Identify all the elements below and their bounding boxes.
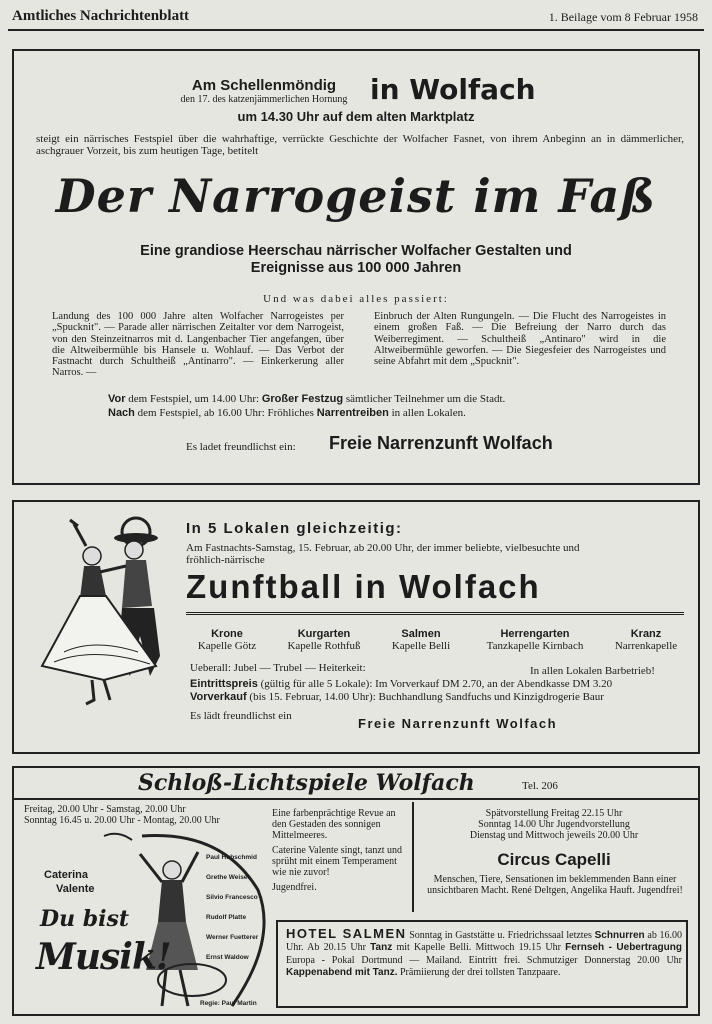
program-column-left: Landung des 100 000 Jahre alten Wolfacher Narrogeistes per „Spucknit". — Parade aller närrischen Zeitalter vor dem Narrogeist, von den Steinzeitnarros mit d. Langenbacher Tier angefangen, über die Altweibermühle bis Hansele u. Wohlauf. — Das Verbot der Fastnacht durch Schultheiß „Antinarro". — Einkerkerung aller Narros. — [52,311,344,379]
issue-date: 1. Beilage vom 8 Februar 1958 [548,10,698,24]
venue-kurgarten: Kurgarten Kapelle Rothfuß [287,628,361,652]
zunftball-host: Freie Narrenzunft Wolfach [358,716,558,731]
festspiel-subtitle-1: Eine grandiose Heerschau närrischer Wolfacher Gestalten und [140,243,572,259]
cinema-tel: Tel. 206 [522,780,558,792]
vor-line: Vor dem Festspiel, um 14.00 Uhr: Großer Festzug sämtlicher Teilnehmer um die Stadt. [108,393,506,405]
festspiel-host: Freie Narrenzunft Wolfach [329,433,553,453]
everywhere-line: Ueberall: Jubel — Trubel — Heiterkeit: [190,662,366,674]
poster-credit: Regie: Paul Martin [200,1000,257,1007]
festspiel-subtitle-2: Ereignisse aus 100 000 Jahren [250,260,462,276]
movie-description: Eine farbenprächtige Revue an den Gestaden des sonnigen Mittelmeeres. Caterine Valente singt, tanzt und sprüht mit einem Temperament wie nie zuvor! Jugendfrei. [272,808,403,893]
zunftball-intro: Am Fastnachts-Samstag, 15. Februar, ab 20.00 Uhr, der immer beliebte, vielbesuchte und fröhlich-närrische [186,542,580,566]
schellenmoendig-heading: Am Schellenmöndig [191,77,337,94]
presale-line: Vorverkauf (bis 15. Februar, 14.00 Uhr): Buchhandlung Sandfuchs und Kinzigdrogerie Baur [190,691,604,703]
cinema-title: Schloß-Lichtspiele Wolfach [138,770,475,796]
festspiel-time: um 14.30 Uhr auf dem alten Marktplatz [237,109,475,124]
zunftball-heading: In 5 Lokalen gleichzeitig: [186,520,403,537]
venue-salmen: Salmen Kapelle Belli [391,628,451,652]
festspiel-invite: Es ladet freundlichst ein: [186,441,296,453]
hotel-salmen-ad [276,920,688,1008]
zunftball-title: Zunftball in Wolfach [186,568,541,605]
zunftball-invite: Es lädt freundlichst ein [190,710,292,722]
hotel-text: HOTEL SALMEN Sonntag in Gaststätte u. Friedrichssaal letztes Schnurren ab 16.00 Uhr. Ab 20.15 Uhr Tanz mit Kapelle Belli. Mittwoch 19.15 Uhr Fernseh - Uebertragung Europa - Pokal Dortmund — Mailand. Eintritt frei. Schmutziger Donnerstag 20.00 Uhr Kappenabend mit Tanz. Prämiierung der drei tollsten Tanzpaare. [286,926,683,978]
title-rule [186,612,684,615]
circus-title: Circus Capelli [497,850,611,869]
cinema-title-rule [14,798,698,800]
bar-line: In allen Lokalen Barbetrieb! [530,665,655,677]
venue-kranz: Kranz Narrenkapelle [614,628,678,652]
festspiel-ad [12,49,700,485]
festspiel-intro: steigt ein närrisches Festspiel über die wahrhaftige, verrückte Geschichte der Wolfacher Fasnet, von ihrem Anbeginn an in dämmerlicher, aschgrauer Vorzeit, bis zum heutigen Tage, betitelt [36,133,684,157]
venue-krone: Krone Kapelle Götz [197,628,257,652]
festspiel-title: Der Narrogeist im Faß [55,169,657,223]
movie-poster [22,830,274,1010]
hornung-subline: den 17. des katzenjämmerlichen Hornung [180,94,348,105]
venue-herrengarten: Herrengarten Tanzkapelle Kirnbach [486,628,584,652]
program-column-right: Einbruch der Alten Rungungeln. — Die Flucht des Narrogeistes in einem großen Faß. — Die Befreiung der Narro durch das Weiberregiment. — Schultheiß „Antinaro" wird in die Altweibermühle geworfen. — Die Siegesfeier des Narrogeistes und seine Abfahrt mit dem „Spucknit". [374,311,666,368]
in-wolfach-heading: in Wolfach [370,73,536,106]
show-times: Freitag, 20.00 Uhr - Samstag, 20.00 Uhr Sonntag 16.45 u. 20.00 Uhr - Montag, 20.00 Uhr [24,804,220,826]
circus-description: Menschen, Tiere, Sensationen im beklemmenden Bann einer unsichtbaren Macht. René Deltgen, Angelika Hauft. Jugendfrei! [427,874,683,896]
late-shows: Spätvorstellung Freitag 22.15 Uhr Sonntag 14.00 Uhr Jugendvorstellung Dienstag und Mittwoch jeweils 20.00 Uhr [469,808,639,841]
header-rule [8,29,704,31]
dancing-couple-illustration [34,516,178,708]
zunftball-ad [12,500,700,754]
price-line: Eintrittspreis (gültig für alle 5 Lokale): Im Vorverkauf DM 2.70, an der Abendkasse DM 3.20 [190,678,613,690]
what-happens-heading: Und was dabei alles passiert: [263,293,449,305]
column-divider [412,802,414,912]
poster-title-2: Musik! [36,936,171,978]
nach-line: Nach dem Festspiel, ab 16.00 Uhr: Fröhliches Narrentreiben in allen Lokalen. [108,407,466,419]
newspaper-title: Amtliches Nachrichtenblatt [12,8,190,24]
cinema-ad [12,766,700,1016]
poster-title-1: Du bist [40,906,130,932]
poster-cast: Paul Hubschmid Grethe Weiser Silvio Francesco Rudolf Platte Werner Fuetterer Ernst Waldow [206,854,259,961]
poster-star-name: Caterina Valente [44,869,95,895]
